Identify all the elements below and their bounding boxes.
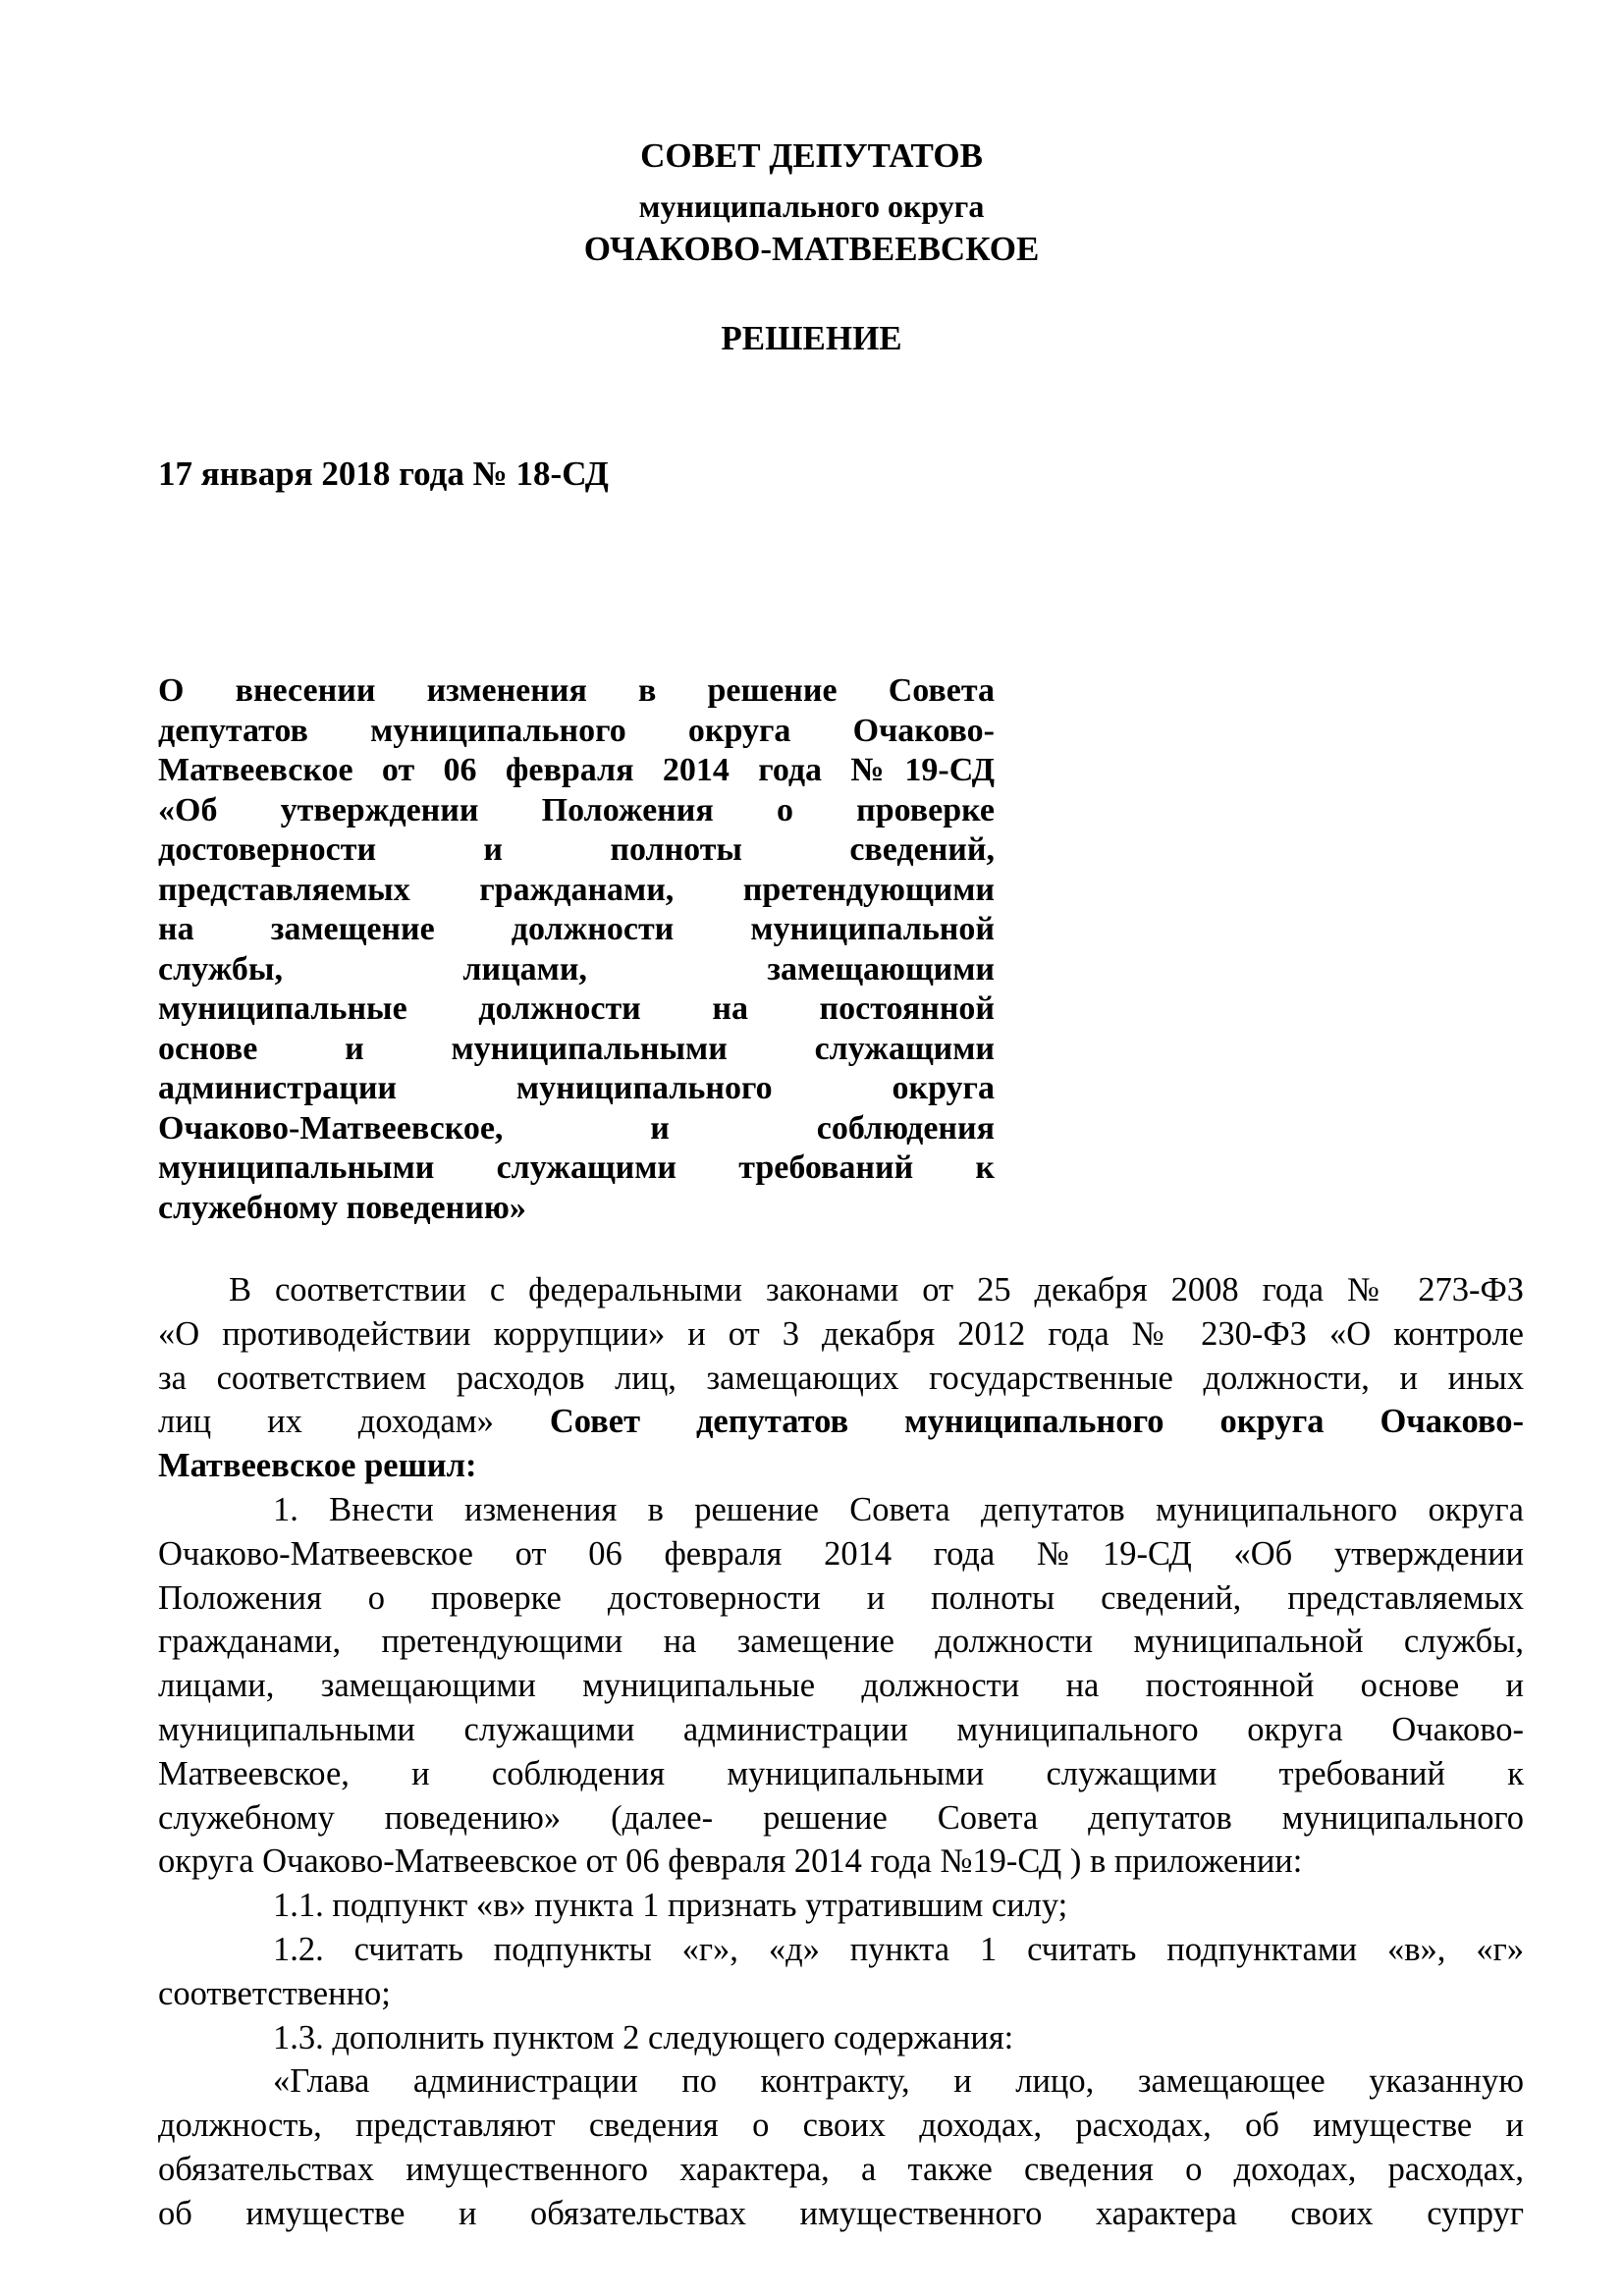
decision-date-number: 17 января 2018 года № 18-СД bbox=[158, 454, 609, 493]
body-line: за соответствием расходов лиц, замещающих государственные должности, и иных bbox=[158, 1359, 1524, 1397]
body-line: об имуществе и обязательствах имущественного характера своих супруг bbox=[158, 2194, 1524, 2232]
subject-line: служебному поведению» bbox=[158, 1189, 526, 1226]
subject-line: муниципальные должности на постоянной bbox=[158, 990, 995, 1027]
body-line: В соответствии с федеральными законами от 25 декабря 2008 года № 273-ФЗ bbox=[229, 1271, 1524, 1308]
subject-line: О внесении изменения в решение Совета bbox=[158, 672, 995, 709]
body-line: Положения о проверке достоверности и полноты сведений, представляемых bbox=[158, 1578, 1524, 1617]
decision-subject bbox=[158, 671, 995, 1228]
body-line: 1.2. считать подпункты «г», «д» пункта 1 считать подпунктами «в», «г» bbox=[273, 1930, 1524, 1968]
body-line: лицами, замещающими муниципальные должности на постоянной основе и bbox=[158, 1667, 1524, 1705]
body-line: должность, представляют сведения о своих доходах, расходах, об имуществе и bbox=[158, 2107, 1524, 2145]
subject-line: на замещение должности муниципальной bbox=[158, 911, 995, 947]
body-text-bold: Матвеевское решил: bbox=[158, 1447, 477, 1485]
body-line: округа Очаково-Матвеевское от 06 февраля 2014 года №19-СД ) в приложении: bbox=[158, 1842, 1303, 1881]
municipality-name: ОЧАКОВО-МАТВЕЕВСКОЕ bbox=[583, 230, 1040, 268]
body-line: 1. Внести изменения в решение Совета депутатов муниципального округа bbox=[273, 1490, 1524, 1528]
council-title: СОВЕТ ДЕПУТАТОВ bbox=[640, 136, 983, 175]
body-line: «О противодействии коррупции» и от 3 декабря 2012 года № 230-ФЗ «О контроле bbox=[158, 1314, 1524, 1353]
body-line bbox=[158, 1444, 1524, 1488]
body-text-bold: Совет депутатов муниципального округа Очаково- bbox=[549, 1403, 1524, 1441]
body-line: Очаково-Матвеевское от 06 февраля 2014 года №19-СД «Об утверждении bbox=[158, 1534, 1524, 1573]
body-line: муниципальными служащими администрации муниципального округа Очаково- bbox=[158, 1710, 1524, 1748]
subject-line: службы, лицами, замещающими bbox=[158, 950, 995, 988]
body-line: Матвеевское, и соблюдения муниципальными служащими требований к bbox=[158, 1754, 1524, 1792]
body-line: «Глава администрации по контракту, и лицо, замещающее указанную bbox=[273, 2062, 1524, 2101]
subject-line: основе и муниципальными служащими bbox=[158, 1030, 995, 1067]
body-line: 1.1. подпункт «в» пункта 1 признать утратившим силу; bbox=[273, 1887, 1068, 1925]
subject-line: достоверности и полноты сведений, bbox=[158, 831, 995, 868]
subject-line: представляемых гражданами, претендующими bbox=[158, 871, 995, 908]
body-line: служебному поведению» (далее- решение Совета депутатов муниципального bbox=[158, 1798, 1524, 1837]
subject-line: муниципальными служащими требований к bbox=[158, 1149, 995, 1186]
decision-body bbox=[158, 1268, 1524, 2236]
body-line: гражданами, претендующими на замещение должности муниципальной службы, bbox=[158, 1623, 1524, 1661]
council-subtitle: муниципального округа bbox=[638, 188, 985, 224]
document-type: РЕШЕНИЕ bbox=[721, 319, 902, 357]
body-line-mixed bbox=[158, 1400, 1524, 1444]
subject-line: депутатов муниципального округа Очаково- bbox=[158, 712, 995, 749]
subject-line: администрации муниципального округа bbox=[158, 1070, 995, 1106]
body-line: 1.3. дополнить пунктом 2 следующего содержания: bbox=[273, 2018, 1014, 2056]
body-line: обязательствах имущественного характера, а также сведения о доходах, расходах, bbox=[158, 2150, 1524, 2188]
subject-line: Матвеевское от 06 февраля 2014 года №19-СД bbox=[158, 752, 995, 788]
subject-line: «Об утверждении Положения о проверке bbox=[158, 791, 995, 828]
body-text: лиц их доходам» bbox=[158, 1403, 494, 1441]
subject-line: Очаково-Матвеевское, и соблюдения bbox=[158, 1109, 995, 1147]
body-line: соответственно; bbox=[158, 1974, 391, 2012]
